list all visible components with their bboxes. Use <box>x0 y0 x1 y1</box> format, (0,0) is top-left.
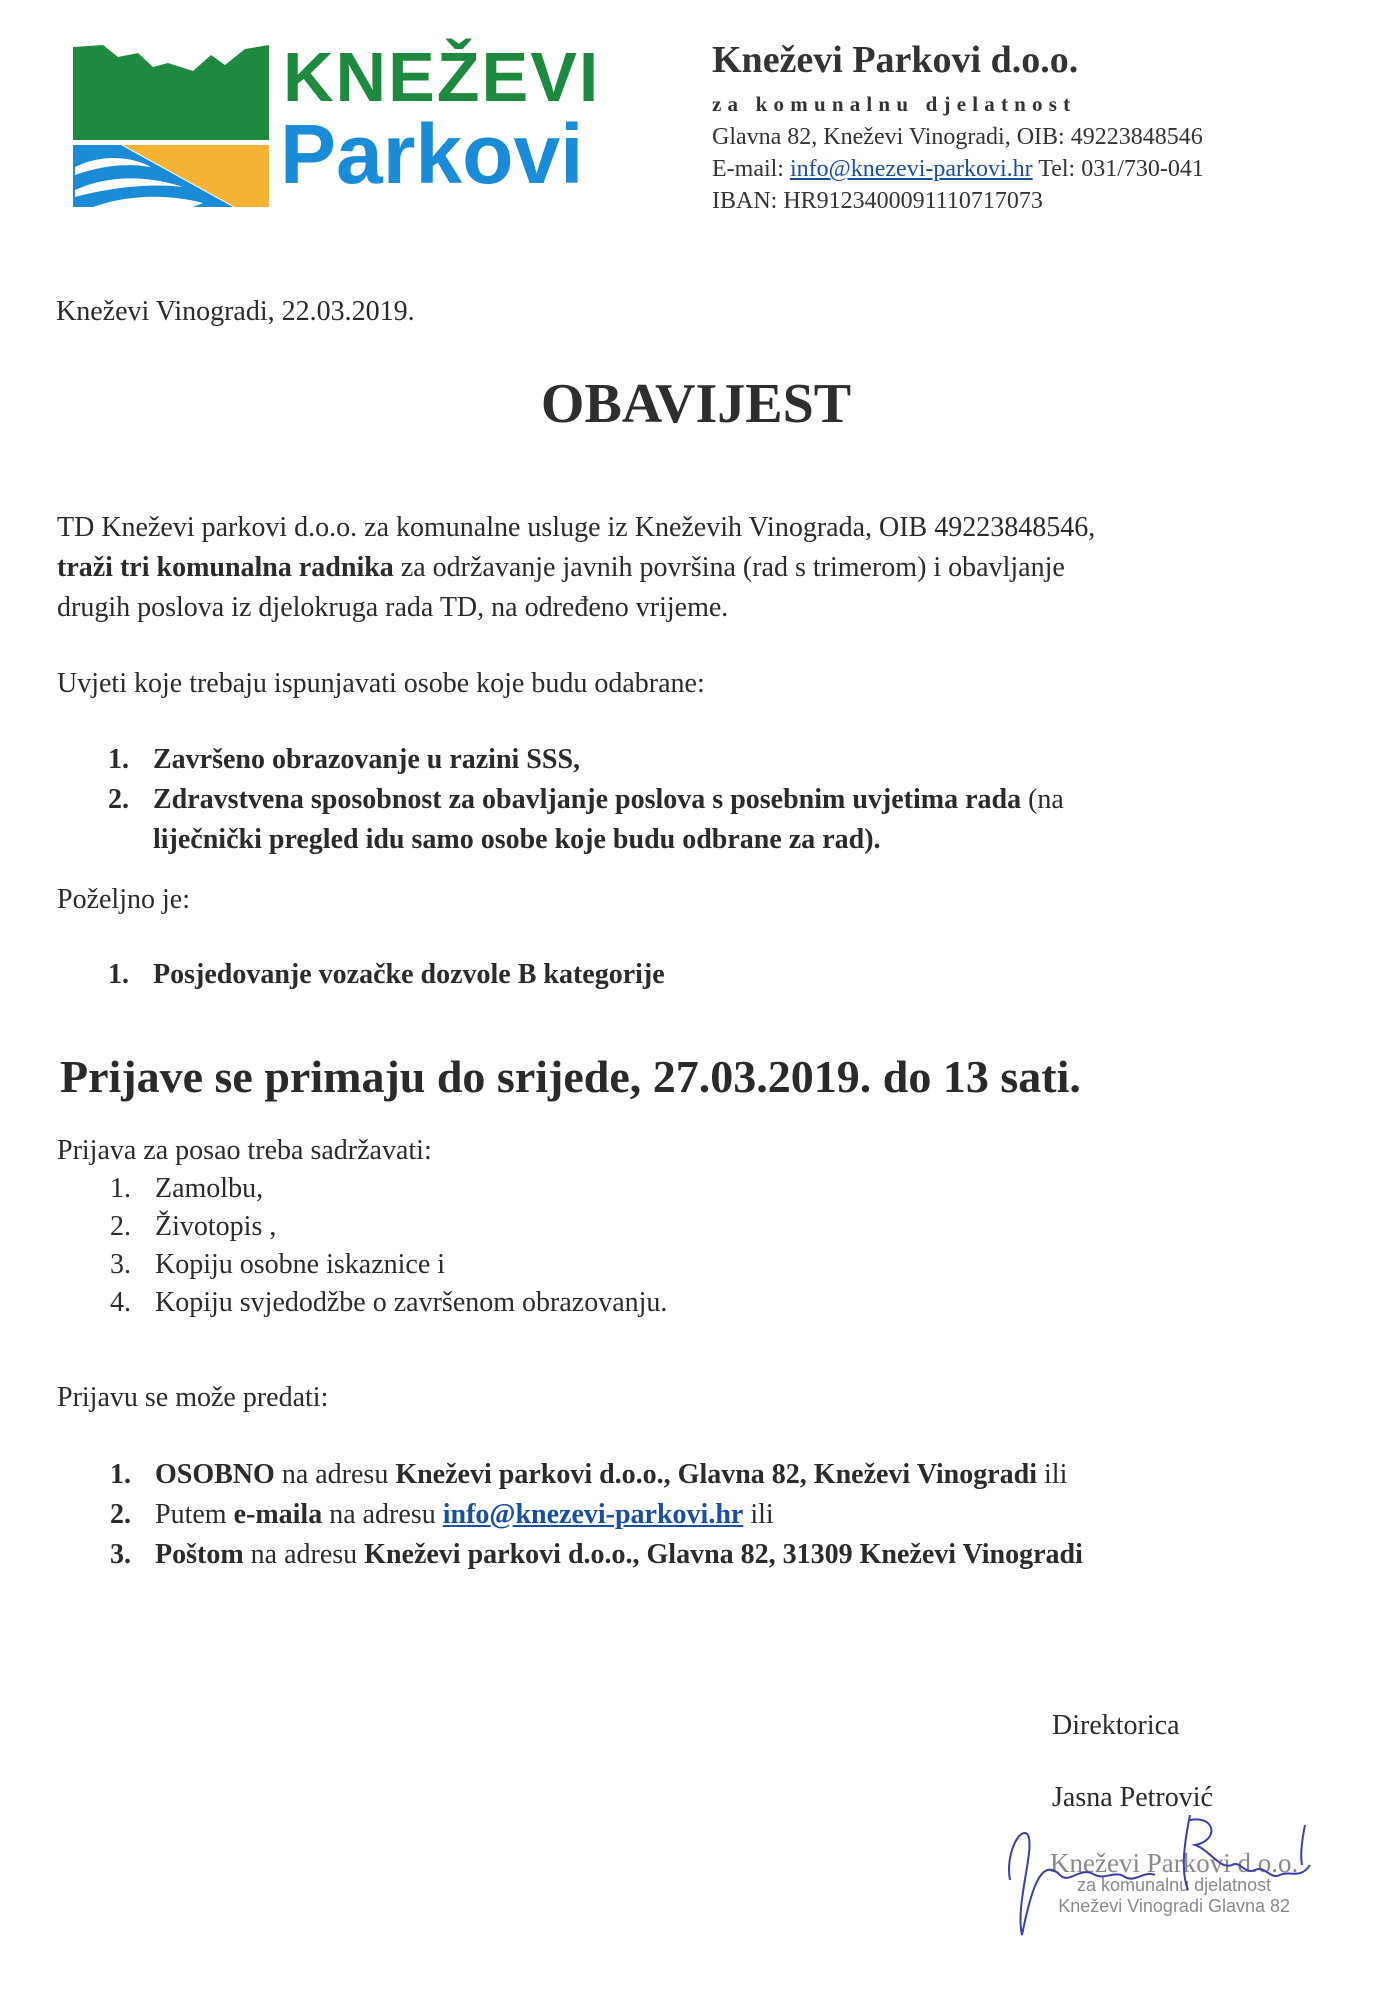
application-item <box>110 1170 667 1208</box>
condition-continuation: liječnički pregled idu samo osobe koje budu odbrane za rad). <box>153 824 881 855</box>
stamp-line-2: za komunalnu djelatnost <box>1077 1875 1272 1895</box>
conditions-list <box>108 740 1064 860</box>
submit-email-link[interactable]: info@knezevi-parkovi.hr <box>442 1499 744 1530</box>
telephone: Tel: 031/730-041 <box>1038 156 1204 182</box>
stamp-line-3: Kneževi Vinogradi Glavna 82 <box>1058 1896 1291 1916</box>
handwritten-signature <box>1000 1815 1320 1940</box>
company-iban: IBAN: HR9123400091110717073 <box>712 188 1043 214</box>
submit-heading: Prijavu se može predati: <box>57 1382 329 1413</box>
email-label: E-mail: <box>712 156 784 182</box>
intro-line-1: TD Kneževi parkovi d.o.o. za komunalne usluge iz Kneževih Vinograda, OIB 49223848546, <box>57 512 1096 543</box>
list-number: 1. <box>110 1173 131 1204</box>
condition-item <box>108 740 1064 780</box>
document-title: OBAVIJEST <box>540 373 852 435</box>
desirable-list <box>108 955 665 995</box>
submit-text: ili <box>743 1499 774 1530</box>
conditions-heading: Uvjeti koje trebaju ispunjavati osobe koje budu odabrane: <box>57 668 705 699</box>
list-number: 1. <box>110 1459 131 1490</box>
application-heading: Prijava za posao treba sadržavati: <box>57 1135 432 1166</box>
submit-text: na adresu <box>274 1459 396 1490</box>
condition-text-rest: (na <box>1021 784 1064 815</box>
list-number: 4. <box>110 1287 131 1318</box>
logo-text-knezevi: KNEŽEVI <box>283 38 601 116</box>
place-date: Kneževi Vinogradi, 22.03.2019. <box>56 296 415 327</box>
application-item <box>110 1246 667 1284</box>
application-item <box>110 1208 667 1246</box>
condition-text: Završeno obrazovanje u razini SSS, <box>153 744 581 775</box>
list-number: 2. <box>110 1499 131 1530</box>
company-contact <box>712 157 1204 181</box>
application-item-text: Kopiju osobne iskaznice i <box>155 1249 446 1280</box>
application-item <box>110 1284 667 1322</box>
submit-item <box>110 1535 1083 1575</box>
submit-address: Kneževi parkovi d.o.o., Glavna 82, Kneževi Vinogradi <box>395 1459 1038 1490</box>
company-logo-mark <box>73 45 269 207</box>
intro-paragraph <box>57 508 1095 628</box>
submit-text: na adresu <box>322 1499 443 1530</box>
list-number: 2. <box>108 784 129 815</box>
list-number: 1. <box>108 744 129 775</box>
list-number: 3. <box>110 1539 131 1570</box>
submit-text: Putem <box>155 1499 234 1530</box>
company-address: Glavna 82, Kneževi Vinogradi, OIB: 49223848546 <box>712 124 1203 150</box>
application-items-list <box>110 1170 667 1322</box>
submit-method: OSOBNO <box>155 1459 275 1490</box>
intro-line-2 <box>57 548 1095 588</box>
application-deadline: Prijave se primaju do srijede, 27.03.2019. do 13 sati. <box>60 1051 1081 1102</box>
signatory-name: Jasna Petrović <box>1052 1782 1213 1813</box>
desirable-heading: Poželjno je: <box>57 884 190 915</box>
submit-text: ili <box>1037 1459 1068 1490</box>
application-item-text: Životopis , <box>155 1211 277 1242</box>
submit-item <box>110 1455 1083 1495</box>
submit-method: Poštom <box>155 1539 244 1570</box>
condition-item <box>108 780 1064 820</box>
list-number: 3. <box>110 1249 131 1280</box>
application-item-text: Zamolbu, <box>155 1173 264 1204</box>
signatory-role: Direktorica <box>1052 1710 1180 1741</box>
submit-text: na adresu <box>243 1539 365 1570</box>
submit-methods-list <box>110 1455 1083 1575</box>
submit-method: e-maila <box>233 1499 323 1530</box>
logo-text-parkovi: Parkovi <box>280 107 584 201</box>
intro-line-3: drugih poslova iz djelokruga rada TD, na određeno vrijeme. <box>57 592 729 623</box>
list-number: 2. <box>110 1211 131 1242</box>
company-subtitle: za komunalnu djelatnost <box>712 92 1077 116</box>
submit-address: Kneževi parkovi d.o.o., Glavna 82, 31309 Kneževi Vinogradi <box>364 1539 1083 1570</box>
submit-item <box>110 1495 1083 1535</box>
application-item-text: Kopiju svjedodžbe o završenom obrazovanju. <box>155 1287 668 1318</box>
intro-line-2-rest: za održavanje javnih površina (rad s trimerom) i obavljanje <box>393 552 1065 583</box>
company-name: Kneževi Parkovi d.o.o. <box>712 39 1079 81</box>
stamp-line-1: Kneževi Parkovi d.o.o. <box>1050 1848 1299 1878</box>
desirable-item <box>108 955 665 995</box>
condition-text: Zdravstvena sposobnost za obavljanje poslova s posebnim uvjetima rada <box>153 784 1022 815</box>
list-number: 1. <box>108 959 129 990</box>
desirable-text: Posjedovanje vozačke dozvole B kategorije <box>153 959 665 990</box>
intro-highlight: traži tri komunalna radnika <box>57 552 394 583</box>
header-email-link[interactable]: info@knezevi-parkovi.hr <box>789 156 1033 182</box>
